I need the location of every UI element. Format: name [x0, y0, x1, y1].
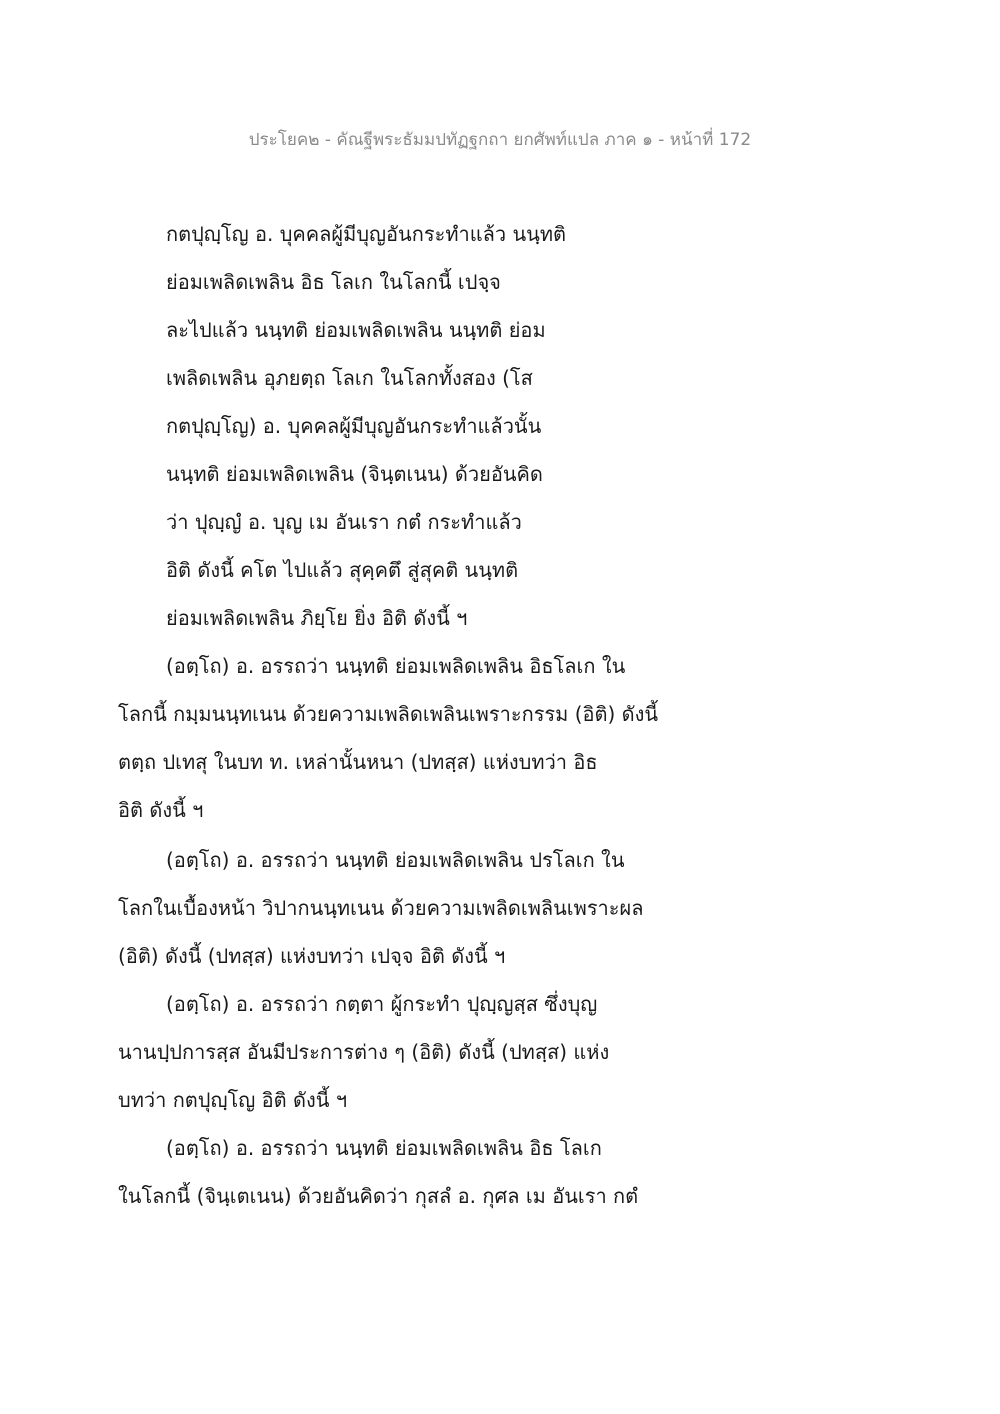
text-line-17: (อตฺโถ) อ. อรรถว่า กตฺตา ผู้กระทำ ปุญฺญสฺส ซึ่งบุญ [166, 992, 598, 1016]
text-line-21: ในโลกนี้ (จินฺเตเนน) ด้วยอันคิดว่า กุสลํ อ. กุศล เม อันเรา กตํ [118, 1184, 639, 1208]
text-line-14: (อตฺโถ) อ. อรรถว่า นนฺทติ ย่อมเพลิดเพลิน ปรโลเก ใน [166, 848, 625, 872]
text-line-8: อิติ ดังนี้ คโต ไปแล้ว สุคฺคตึ สู่สุคติ นนฺทติ [166, 558, 519, 582]
page-header: ประโยค๒ - คัณฐีพระธัมมปทัฏฐกถา ยกศัพท์แปล ภาค ๑ - หน้าที่ 172 [248, 130, 752, 150]
text-line-19: บทว่า กตปุญฺโญ อิติ ดังนี้ ฯ [118, 1088, 348, 1112]
text-line-10: (อตฺโถ) อ. อรรถว่า นนฺทติ ย่อมเพลิดเพลิน อิธโลเก ใน [166, 654, 626, 678]
text-line-7: ว่า ปุญฺญํ อ. บุญ เม อันเรา กตํ กระทำแล้ว [166, 510, 522, 534]
text-line-16: (อิติ) ดังนี้ (ปทสฺส) แห่งบทว่า เปจฺจ อิติ ดังนี้ ฯ [118, 944, 506, 968]
text-line-12: ตตฺถ ปเทสุ ในบท ท. เหล่านั้นหนา (ปทสฺส) แห่งบทว่า อิธ [118, 750, 598, 774]
text-line-5: กตปุญฺโญ) อ. บุคคลผู้มีบุญอันกระทำแล้วนั้น [166, 414, 542, 438]
text-line-3: ละไปแล้ว นนฺทติ ย่อมเพลิดเพลิน นนฺทติ ย่อม [166, 318, 546, 342]
text-line-20: (อตฺโถ) อ. อรรถว่า นนฺทติ ย่อมเพลิดเพลิน อิธ โลเก [166, 1136, 602, 1160]
text-line-13: อิติ ดังนี้ ฯ [118, 798, 204, 822]
text-line-15: โลกในเบื้องหน้า วิปากนนฺทเนน ด้วยความเพลิดเพลินเพราะผล [118, 896, 644, 920]
text-line-2: ย่อมเพลิดเพลิน อิธ โลเก ในโลกนี้ เปจฺจ [166, 270, 501, 294]
text-line-11: โลกนี้ กมฺมนนฺทเนน ด้วยความเพลิดเพลินเพราะกรรม (อิติ) ดังนี้ [118, 702, 659, 726]
text-line-6: นนฺทติ ย่อมเพลิดเพลิน (จินฺตเนน) ด้วยอันคิด [166, 462, 543, 486]
text-line-1: กตปุญฺโญ อ. บุคคลผู้มีบุญอันกระทำแล้ว นนฺทติ [166, 222, 566, 246]
text-line-9: ย่อมเพลิดเพลิน ภิยฺโย ยิ่ง อิติ ดังนี้ ฯ [166, 606, 468, 630]
text-line-18: นานปฺปการสฺส อันมีประการต่าง ๆ (อิติ) ดังนี้ (ปทสฺส) แห่ง [118, 1040, 610, 1064]
text-line-4: เพลิดเพลิน อุภยตฺถ โลเก ในโลกทั้งสอง (โส [166, 366, 533, 390]
